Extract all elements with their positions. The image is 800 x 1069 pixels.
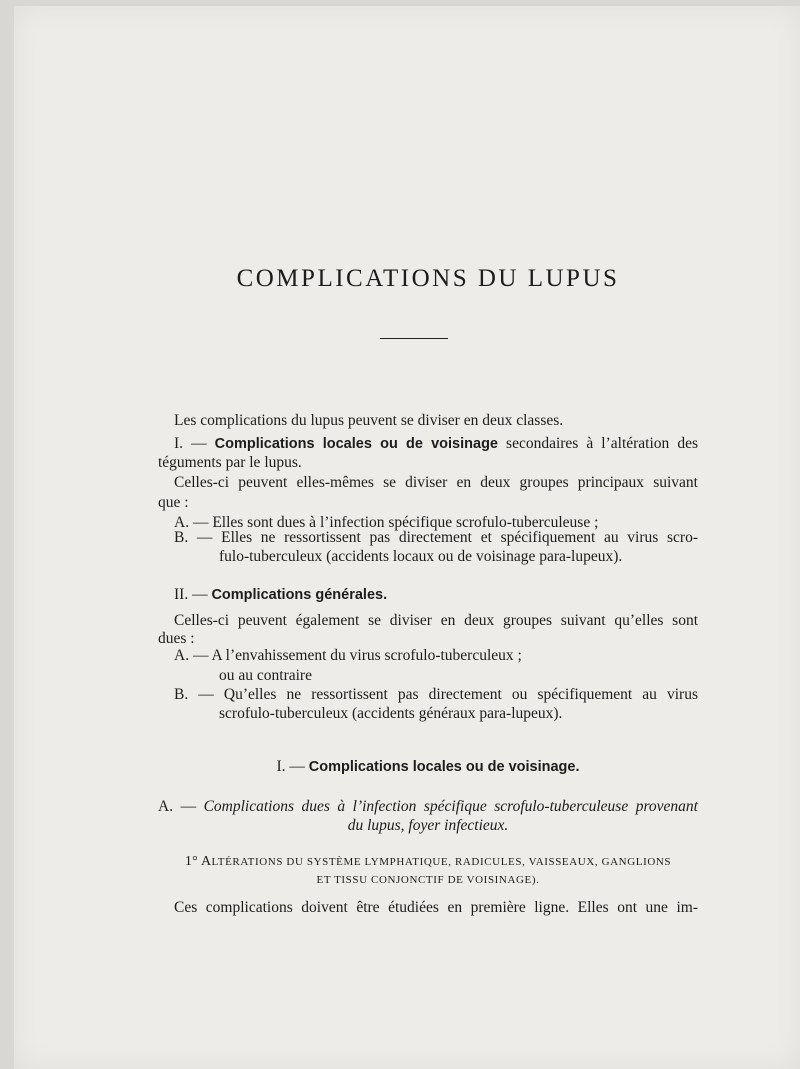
- last-line: Ces complications doivent être étudiées en première ligne. Elles ont une im-: [174, 899, 698, 916]
- subheading-num: 1° A: [184, 854, 212, 869]
- item-b1-line2: fulo-tuberculeux (accidents locaux ou de voisinage para-lupeux).: [219, 548, 623, 565]
- item-b1-line1: B. — Elles ne ressortissent pas directement et spécifiquement au virus scro-: [174, 529, 698, 546]
- heading-a-prefix: A. —: [158, 798, 204, 815]
- item-a1: A. — Elles sont dues à l’infection spécifique scrofulo-tuberculeuse ;: [174, 514, 599, 531]
- page-title: COMPLICATIONS DU LUPUS: [236, 265, 620, 292]
- subheading-line2: ET TISSU CONJONCTIF DE VOISINAGE).: [316, 874, 540, 886]
- heading-a-line2: du lupus, foyer infectieux.: [347, 817, 509, 834]
- section1-number: I. —: [174, 435, 215, 452]
- section2-number: II. —: [174, 586, 212, 603]
- section2-heading-line: [158, 584, 698, 606]
- celles1-line1: Celles-ci peuvent elles-mêmes se diviser en deux groupes principaux suivant: [174, 474, 698, 491]
- heading-i: [158, 756, 698, 778]
- title-rule: [380, 338, 448, 339]
- ou-contraire: ou au contraire: [219, 667, 312, 684]
- heading-a-text: Complications dues à l’infection spécifique scrofulo-tuberculeuse provenant: [203, 798, 698, 815]
- heading-i-number: I. —: [276, 758, 309, 775]
- celles1-line2: que :: [158, 494, 189, 511]
- subheading-text: LTÉRATIONS DU SYSTÈME LYMPHATIQUE, RADICULES, VAISSEAUX, GANGLIONS: [211, 856, 672, 868]
- page: [14, 6, 800, 1069]
- intro-paragraph: Les complications du lupus peuvent se diviser en deux classes.: [174, 412, 564, 429]
- section1-rest: secondaires à l’altération des: [498, 435, 698, 452]
- item-b2-line1: B. — Qu’elles ne ressortissent pas directement ou spécifiquement au virus: [174, 686, 698, 703]
- section2-heading: Complications générales.: [211, 587, 388, 603]
- section1-heading: Complications locales ou de voisinage: [214, 436, 498, 452]
- section1-line2: téguments par le lupus.: [158, 454, 302, 471]
- celles2-line2: dues :: [158, 630, 195, 647]
- heading-i-text: Complications locales ou de voisinage.: [308, 759, 580, 775]
- item-b2-line2: scrofulo-tuberculeux (accidents généraux para-lupeux).: [219, 705, 563, 722]
- celles2-line1: Celles-ci peuvent également se diviser en deux groupes suivant qu’elles sont: [174, 612, 698, 629]
- item-a2: A. — A l’envahissement du virus scrofulo-tuberculeux ;: [174, 647, 522, 664]
